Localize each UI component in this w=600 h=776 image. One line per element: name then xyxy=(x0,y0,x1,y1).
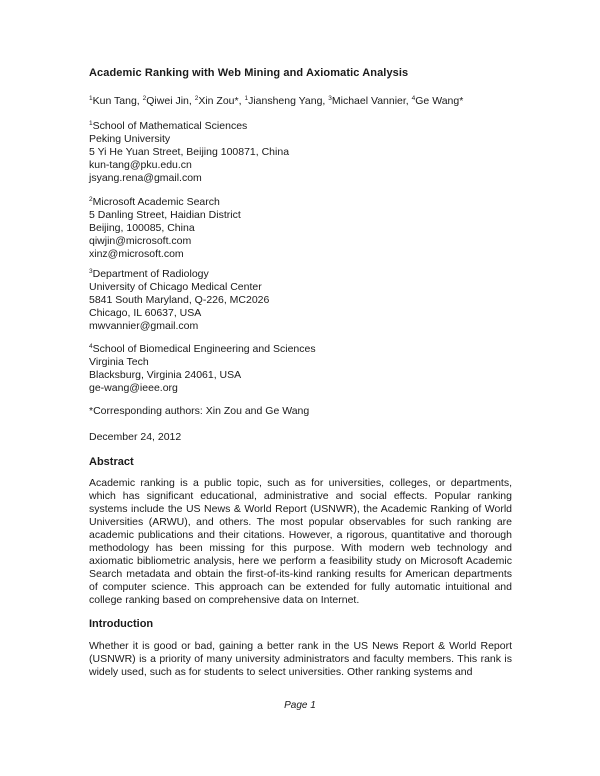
author-list xyxy=(89,95,463,107)
affiliation-3: $^3$Department of Radiology University of Chicago Medical Center 5841 South Maryland, Q-226, MC2026 Chicago, IL 60637, USA mwvannier@gmail.com xyxy=(89,268,270,332)
corresponding-authors: *Corresponding authors: Xin Zou and Ge Wang xyxy=(89,405,310,417)
affiliation-2: $^2$Microsoft Academic Search 5 Danling Street, Haidian District Beijing, 100085, China qiwjin@microsoft.com xinz@microsoft.com xyxy=(89,196,241,260)
email: kun-tang@pku.edu.cn xyxy=(89,159,192,171)
email: qiwjin@microsoft.com xyxy=(89,235,192,247)
paper-title: Academic Ranking with Web Mining and Axiomatic Analysis xyxy=(89,67,409,79)
introduction-heading: Introduction xyxy=(89,618,154,630)
author: $^2$Xin Zou*, xyxy=(194,95,245,107)
author: $^1$Kun Tang, xyxy=(89,95,143,107)
email: mwvannier@gmail.com xyxy=(89,320,199,332)
paper-date: December 24, 2012 xyxy=(89,431,182,443)
author: $^2$Qiwei Jin, xyxy=(142,95,195,107)
author: $^3$Michael Vannier, xyxy=(328,95,412,107)
introduction-text: Whether it is good or bad, gaining a better rank in the US News Report & World Report (USNWR) is a priority of many university administrators and faculty members. This rank is widely used, such as for students to select universities. Other ranking systems and xyxy=(89,640,512,678)
abstract-heading: Abstract xyxy=(89,456,134,468)
abstract-text: Academic ranking is a public topic, such as for universities, colleges, or departments, which has significant educational, administrative and social effects. Popular ranking systems include the US News & World Report (USNWR), the Academic Ranking of World Universities (ARWU), and others. The most popular observables for such ranking are academic publications and their citations. However, a rigorous, quantitative and thorough methodology has been missing for this purpose. With modern web technology and axiomatic bibliometric analysis, here we perform a feasibility study on Microsoft Academic Search metadata and obtain the first-of-its-kind ranking results for American departments of computer science. This approach can be extended for fully automatic intuitional and college ranking based on comprehensive data on Internet. xyxy=(89,477,512,606)
affiliation-1: $^1$School of Mathematical Sciences Peking University 5 Yi He Yuan Street, Beijing 100871, China kun-tang@pku.edu.cn jsyang.rena@gmail.com xyxy=(89,120,290,184)
email: jsyang.rena@gmail.com xyxy=(89,172,202,184)
email: ge-wang@ieee.org xyxy=(89,382,178,394)
author: $^1$Jiansheng Yang, xyxy=(244,95,329,107)
affiliation-4: $^4$School of Biomedical Engineering and Sciences Virginia Tech Blacksburg, Virginia 24061, USA ge-wang@ieee.org xyxy=(89,343,316,394)
email: xinz@microsoft.com xyxy=(89,248,184,260)
page-number: Page 1 xyxy=(284,700,316,711)
author: $^4$Ge Wang* xyxy=(411,95,464,107)
